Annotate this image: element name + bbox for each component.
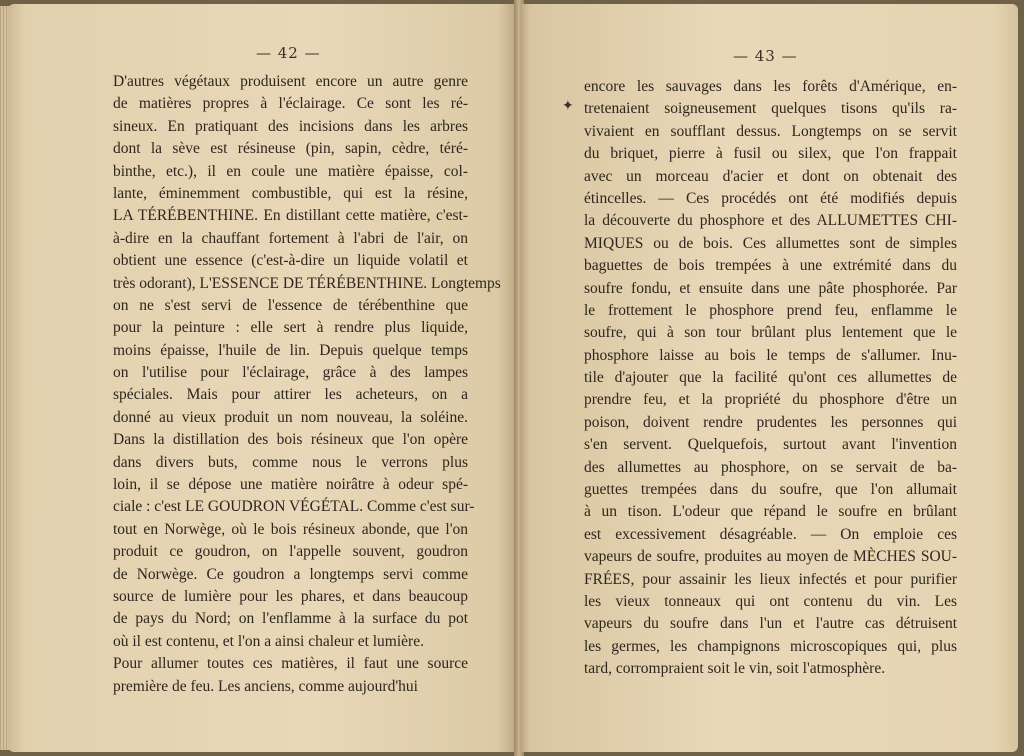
text-line: spéciales. Mais pour attirer les acheteurs, on a — [113, 386, 468, 404]
text-line: prendre feu, et la propriété du phosphore d'être un — [584, 391, 957, 409]
text-line: des allumettes au phosphore, on se servait de ba- — [584, 458, 957, 476]
text-line: de pays du Nord; on l'enflamme à la surface du pot — [113, 610, 468, 628]
text-line: à un tison. L'odeur que répand le soufre en brûlant — [584, 503, 957, 521]
text-line: dont la sève est résineuse (pin, sapin, cèdre, téré- — [113, 140, 468, 158]
text-line: ciale : c'est LE GOUDRON VÉGÉTAL. Comme c'est sur- — [113, 498, 475, 516]
left-page — [8, 4, 518, 752]
right-page — [520, 4, 1018, 752]
text-line: première de feu. Les anciens, comme aujourd'hui — [113, 677, 418, 695]
text-line: on ne s'est servi de l'essence de térébenthine que — [113, 296, 468, 314]
text-line: étincelles. — Ces procédés ont été modifiés depuis — [584, 189, 957, 207]
text-line: de matières propres à l'éclairage. Ce sont les ré- — [113, 95, 468, 113]
text-line: tard, corrompraient soit le vin, soit l'atmosphère. — [584, 660, 886, 678]
text-line: guettes trempées dans du soufre, que l'on allumait — [584, 481, 957, 499]
text-line: tile d'ajouter que la facilité qu'ont ces allumettes de — [584, 369, 957, 387]
text-line: obtient une essence (c'est-à-dire un liquide volatil et — [113, 252, 468, 270]
text-line: source de lumière pour les phares, et dans beaucoup — [113, 587, 468, 605]
text-line: très odorant), L'ESSENCE DE TÉRÉBENTHINE. Longtemps — [113, 274, 501, 292]
text-line: binthe, etc.), il en coule une matière épaisse, col- — [113, 162, 468, 180]
text-line: Dans la distillation des bois résineux que l'on opère — [113, 431, 468, 449]
text-line: poison, doivent rendre prudentes les personnes qui — [584, 413, 957, 431]
page-number-right: — 43 — — [733, 47, 798, 65]
text-line: s'en servent. Quelquefois, surtout avant l'invention — [584, 436, 957, 454]
text-line: où il est contenu, et l'on a ainsi chaleur et lumière. — [113, 632, 424, 650]
text-line: vivaient en soufflant dessus. Longtemps on se servit — [584, 122, 957, 140]
text-line: moins épaisse, l'huile de lin. Depuis quelque temps — [113, 341, 468, 359]
text-line: à-dire en la chauffant fortement à l'abri de l'air, on — [113, 229, 468, 247]
text-line: pour la peinture : elle sert à rendre plus liquide, — [113, 319, 468, 337]
right-page-text — [562, 76, 957, 681]
text-line: les germes, les champignons microscopiques qui, plus — [584, 637, 957, 655]
text-line: les vieux tonneaux qui ont contenu du vin. Les — [584, 592, 957, 610]
text-line: Pour allumer toutes ces matières, il faut une source — [113, 655, 468, 673]
text-line: phosphore laisse au bois le temps de s'allumer. Inu- — [584, 346, 957, 364]
text-line: MIQUES ou de bois. Ces allumettes sont de simples — [584, 234, 957, 252]
text-line: sineux. En pratiquant des incisions dans les arbres — [113, 117, 468, 135]
text-line: tretenaient soigneusement quelques tisons qu'ils ra- — [584, 100, 957, 118]
text-line: soufre fondu, et ensuite dans une pâte phosphorée. Par — [584, 279, 957, 297]
text-line: soufre, qui à son tour brûlant plus lentement que le — [584, 324, 957, 342]
left-page-text — [113, 71, 501, 698]
text-line: lante, éminemment combustible, qui est la résine, — [113, 184, 468, 202]
text-line: D'autres végétaux produisent encore un autre genre — [113, 73, 468, 90]
text-line: baguettes de bois trempées à une extrémité dans du — [584, 257, 957, 275]
text-line: LA TÉRÉBENTHINE. En distillant cette matière, c'est- — [113, 207, 468, 225]
margin-mark-icon: ✦ — [562, 99, 574, 114]
text-line: vapeurs du soufre dans l'un et l'autre cas détruisent — [584, 615, 957, 633]
text-line: du briquet, pierre à fusil ou silex, que l'on frappait — [584, 145, 957, 163]
text-line: avec un morceau d'acier et dont on obtenait des — [584, 167, 957, 185]
text-line: de Norwège. Ce goudron a longtemps servi comme — [113, 565, 468, 583]
text-line: on l'utilise pour l'éclairage, grâce à des lampes — [113, 364, 468, 382]
text-line: dans divers buts, comme nous le verrons plus — [113, 453, 468, 471]
text-line: la découverte du phosphore et des ALLUMETTES CHI- — [584, 212, 957, 230]
text-line: loin, il se dépose une matière noirâtre à odeur spé- — [113, 476, 468, 494]
text-line: produit ce goudron, on l'appelle souvent, goudron — [113, 543, 468, 561]
text-line: encore les sauvages dans les forêts d'Amérique, en- — [584, 78, 957, 95]
text-line: tout en Norwège, où le bois résineux abonde, que l'on — [113, 520, 468, 538]
text-line: est excessivement désagréable. — On emploie ces — [584, 525, 957, 543]
text-line: donné au vieux produit un nom nouveau, la soléine. — [113, 408, 468, 426]
text-line: le frottement le phosphore prend feu, enflamme le — [584, 301, 957, 319]
text-line: vapeurs de soufre, produites au moyen de MÈCHES SOU- — [584, 548, 957, 566]
page-number-left: — 42 — — [256, 44, 321, 62]
text-line: FRÉES, pour assainir les lieux infectés et pour purifier — [584, 570, 957, 588]
